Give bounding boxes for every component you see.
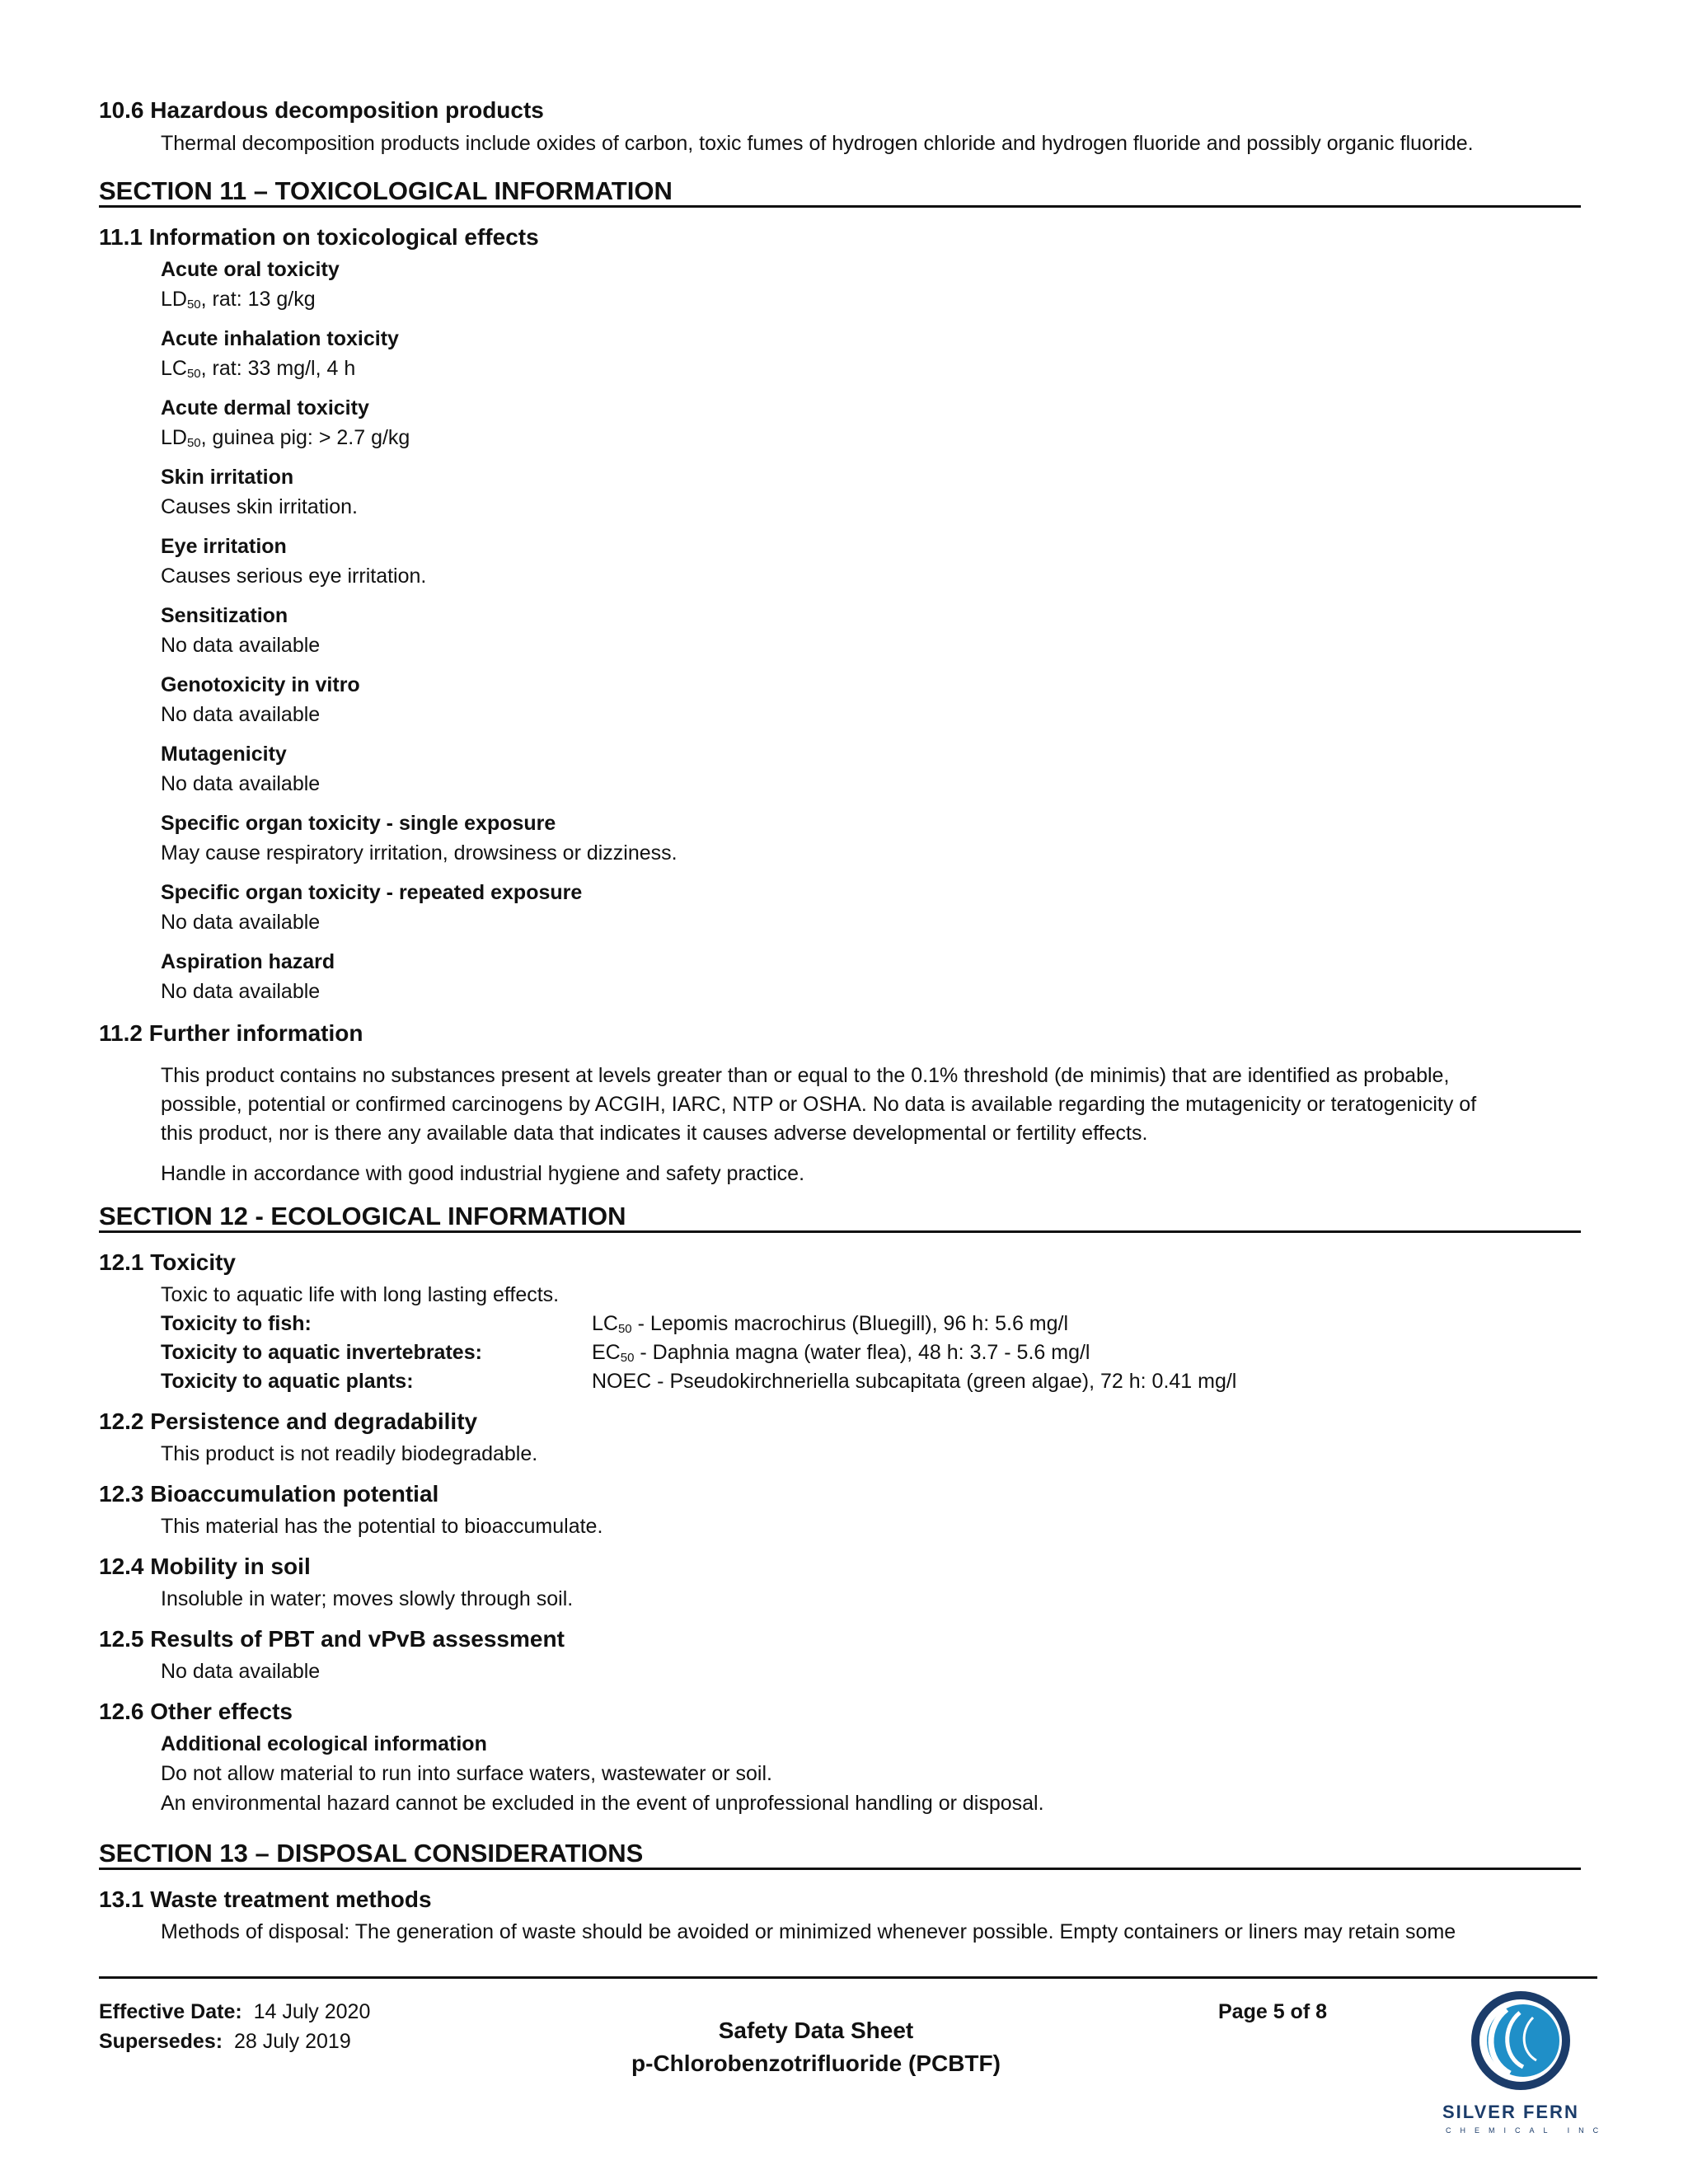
further-info-line: this product, nor is there any available data that indicates it causes adverse developmental or fertility effects. xyxy=(161,1122,1148,1145)
heading-12-2: 12.2 Persistence and degradability xyxy=(99,1408,478,1434)
section-12-title: SECTION 12 - ECOLOGICAL INFORMATION xyxy=(99,1202,626,1230)
text-13-1: Methods of disposal: The generation of waste should be avoided or minimized whenever possible. Empty containers or liners may retain some xyxy=(161,1920,1456,1943)
heading-13-1: 13.1 Waste treatment methods xyxy=(99,1886,432,1912)
tox-value: No data available xyxy=(161,980,321,1003)
text-12-3: This material has the potential to bioaccumulate. xyxy=(161,1515,603,1538)
tox-label: Acute inhalation toxicity xyxy=(161,327,399,350)
tox-label: Specific organ toxicity - single exposure xyxy=(161,812,556,835)
further-info-line: This product contains no substances present at levels greater than or equal to the 0.1% threshold (de minimis) that are identified as probable, xyxy=(161,1064,1450,1087)
tox-label: Acute dermal toxicity xyxy=(161,396,369,419)
section-13-title: SECTION 13 – DISPOSAL CONSIDERATIONS xyxy=(99,1839,644,1868)
tox-label: Genotoxicity in vitro xyxy=(161,673,360,696)
tox-label: Sensitization xyxy=(161,604,288,627)
tox-value: No data available xyxy=(161,772,321,795)
tox-label: Acute oral toxicity xyxy=(161,258,340,281)
toxicity-summary: Toxic to aquatic life with long lasting effects. xyxy=(161,1283,560,1306)
eco-row-value: NOEC - Pseudokirchneriella subcapitata (green algae), 72 h: 0.41 mg/l xyxy=(592,1370,1237,1393)
tox-value: $LC_{50}$, rat: 33 mg/l, 4 h xyxy=(161,357,356,381)
eco-row-value: $EC_{50}$ - Daphnia magna (water flea), 48 h: 3.7 - 5.6 mg/l xyxy=(592,1341,1090,1365)
eco-row-label: Toxicity to aquatic plants: xyxy=(161,1370,414,1393)
silver-fern-logo-icon xyxy=(1434,1985,1607,2100)
logo-subtitle: CHEMICAL INC xyxy=(1446,2126,1608,2135)
heading-10-6: 10.6 Hazardous decomposition products xyxy=(99,97,544,123)
section-12-rule xyxy=(99,1230,1581,1233)
heading-12-3: 12.3 Bioaccumulation potential xyxy=(99,1481,439,1507)
hygiene-note: Handle in accordance with good industrial hygiene and safety practice. xyxy=(161,1162,805,1185)
heading-12-6: 12.6 Other effects xyxy=(99,1699,293,1724)
eco-row-label: Toxicity to fish: xyxy=(161,1312,312,1335)
tox-value: Causes skin irritation. xyxy=(161,495,358,518)
page-number: Page 5 of 8 xyxy=(1218,2000,1327,2023)
heading-12-4: 12.4 Mobility in soil xyxy=(99,1554,311,1579)
tox-label: Aspiration hazard xyxy=(161,950,335,973)
logo-name: SILVER FERN xyxy=(1442,2102,1579,2122)
tox-value: No data available xyxy=(161,703,321,726)
tox-label: Specific organ toxicity - repeated exposure xyxy=(161,881,583,904)
further-info-line: possible, potential or confirmed carcinogens by ACGIH, IARC, NTP or OSHA. No data is available regarding the mutagenicity or teratogenicity of xyxy=(161,1093,1477,1116)
heading-11-1: 11.1 Information on toxicological effects xyxy=(99,224,539,250)
heading-11-2: 11.2 Further information xyxy=(99,1020,363,1046)
supersedes-date: Supersedes: 28 July 2019 xyxy=(99,2030,351,2053)
text-12-6-line2: An environmental hazard cannot be excluded in the event of unprofessional handling or disposal. xyxy=(161,1792,1044,1815)
tox-value: Causes serious eye irritation. xyxy=(161,565,427,588)
heading-12-1: 12.1 Toxicity xyxy=(99,1249,237,1275)
section-13-rule xyxy=(99,1868,1581,1870)
tox-value: $LD_{50}$, rat: 13 g/kg xyxy=(161,288,316,312)
tox-value: No data available xyxy=(161,634,321,657)
effective-date: Effective Date: 14 July 2020 xyxy=(99,2000,371,2023)
tox-value: May cause respiratory irritation, drowsiness or dizziness. xyxy=(161,841,678,865)
tox-label: Skin irritation xyxy=(161,466,294,489)
section-11-rule xyxy=(99,205,1581,208)
tox-label: Mutagenicity xyxy=(161,743,287,766)
text-12-4: Insoluble in water; moves slowly through soil. xyxy=(161,1587,574,1610)
text-12-2: This product is not readily biodegradable. xyxy=(161,1442,538,1465)
eco-row-label: Toxicity to aquatic invertebrates: xyxy=(161,1341,482,1364)
text-12-5: No data available xyxy=(161,1660,321,1683)
footer-rule xyxy=(99,1976,1597,1979)
tox-value: No data available xyxy=(161,911,321,934)
tox-value: $LD_{50}$, guinea pig: > 2.7 g/kg xyxy=(161,426,410,450)
text-12-6-line1: Do not allow material to run into surface waters, wastewater or soil. xyxy=(161,1762,772,1785)
tox-label: Eye irritation xyxy=(161,535,287,558)
section-11-title: SECTION 11 – TOXICOLOGICAL INFORMATION xyxy=(99,176,673,205)
footer-product-name: p-Chlorobenzotrifluoride (PCBTF) xyxy=(631,2050,1001,2076)
sublabel-12-6: Additional ecological information xyxy=(161,1732,487,1755)
eco-row-value: $LC_{50}$ - Lepomis macrochirus (Bluegill), 96 h: 5.6 mg/l xyxy=(592,1312,1069,1336)
text-10-6: Thermal decomposition products include oxides of carbon, toxic fumes of hydrogen chloride and hydrogen fluoride and possibly organic fluoride. xyxy=(161,132,1474,155)
heading-12-5: 12.5 Results of PBT and vPvB assessment xyxy=(99,1626,565,1652)
company-logo xyxy=(1434,1985,1607,2141)
footer-doc-title: Safety Data Sheet xyxy=(718,2018,914,2043)
